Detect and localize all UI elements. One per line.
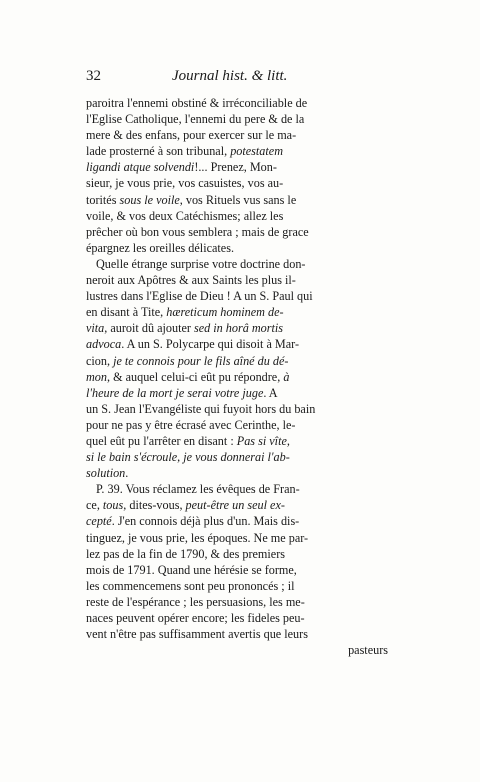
text-line [86,304,388,320]
italic-text: vita [86,321,105,336]
text-line [86,159,388,175]
text-run: prêcher où bon vous semblera ; mais de grace [86,224,309,239]
text-line [86,578,388,594]
text-line [86,353,388,369]
text-run: reste de l'espérance ; les persuasions, les me- [86,594,305,609]
text-line [86,449,388,465]
body-text [86,95,388,658]
text-line [86,369,388,385]
text-line [86,175,388,191]
text-run: torités [86,192,120,207]
catchword: pasteurs [348,643,388,658]
text-run: . A [263,385,278,400]
text-line [86,224,388,240]
text-line [86,626,388,642]
text-run: tinguez, je vous prie, les époques. Ne me par- [86,530,309,545]
text-run: P. 39. Vous réclamez les évêques de Fran- [96,482,300,497]
text-run: un S. Jean l'Evangéliste qui fuyoit hors du bain [86,401,316,416]
page-number: 32 [86,68,101,84]
text-line [86,320,388,336]
text-line [86,401,388,417]
italic-text: mon [86,369,107,384]
text-line [86,530,388,546]
text-line [86,95,388,111]
text-run: en disant à Tite, [86,305,167,320]
text-run: vent n'être pas suffisamment avertis que leurs [86,627,308,642]
text-run: !... Prenez, Mon- [194,160,277,175]
text-line [86,272,388,288]
text-run: mois de 1791. Quand une hérésie se forme, [86,562,297,577]
running-title: Journal hist. & litt. [172,68,288,84]
italic-text: à [283,369,290,384]
paragraph [86,256,388,481]
text-run: Quelle étrange surprise votre doctrine don- [96,256,306,271]
text-line [86,127,388,143]
italic-text: je te connois pour le fils aîné du dé- [113,353,289,368]
italic-text: sed in horâ mortis [193,321,284,336]
text-line [86,111,388,127]
text-run: , vos Rituels vus sans le [179,192,297,207]
text-run: épargnez les oreilles délicates. [86,240,234,255]
text-run: les commencemens sont peu prononcés ; il [86,578,295,593]
italic-text: solution [86,466,126,481]
text-run: naces peuvent opérer encore; les fideles peu- [86,611,305,625]
text-line [86,143,388,159]
italic-text: l'heure de la mort je serai votre juge [86,385,264,400]
text-run: lez pas de la fin de 1790, & des premiers [86,546,285,561]
text-run: quel eût pu l'arrêter en disant : [86,433,237,448]
text-line [86,610,388,626]
text-run: . J'en connois déjà plus d'un. Mais dis- [111,514,300,529]
text-line [86,546,388,562]
text-run: paroitra l'ennemi obstiné & irréconciliable de [86,96,308,110]
text-line [86,208,388,224]
text-run: l'Eglise Catholique, l'ennemi du pere & de la [86,112,305,127]
text-run: ce, [86,498,103,513]
italic-text: Pas si vîte, [236,433,290,448]
text-run: lade prosterné à son tribunal, [86,144,231,159]
book-page [86,68,388,658]
paragraph [86,95,388,256]
text-run: , dites-vous, [123,498,186,513]
italic-text: hæreticum hominem de- [166,305,284,320]
italic-text: ligandi atque solvendi [86,160,195,175]
italic-text: cepté [86,514,112,529]
text-line [86,192,388,208]
italic-text: tous [102,498,124,513]
italic-text: peut-être un seul ex- [185,498,285,513]
text-run: lustres dans l'Eglise de Dieu ! A un S. Paul qui [86,289,313,304]
text-run: pour ne pas y être écrasé avec Cerinthe, le- [86,417,296,432]
text-run: sieur, je vous prie, vos casuistes, vos au- [86,176,284,191]
text-run: , auroit dû ajouter [104,321,194,336]
text-line [86,465,388,481]
text-line [86,497,388,513]
page-header [86,68,388,90]
text-line [86,417,388,433]
text-line [86,336,388,352]
text-run: , & auquel celui-ci eût pu répondre, [107,369,284,384]
text-line [86,256,388,272]
text-line [86,513,388,529]
text-run: . [125,466,129,481]
text-run: neroit aux Apôtres & aux Saints les plus il- [86,273,296,288]
text-line [86,562,388,578]
text-line [86,240,388,256]
text-run: cion, [86,353,114,368]
paragraph [86,481,388,642]
text-line [86,385,388,401]
italic-text: potestatem [230,144,283,159]
text-line [86,288,388,304]
italic-text: si le bain s'écroule, je vous donnerai l'ab- [86,450,290,465]
text-run: mere & des enfans, pour exercer sur le ma- [86,128,297,143]
text-run: . A un S. Polycarpe qui disoit à Mar- [121,337,300,352]
italic-text: sous le voile [119,192,180,207]
text-line [86,433,388,449]
text-line [86,481,388,497]
text-run: voile, & vos deux Catéchismes; allez les [86,208,284,223]
italic-text: advoca [86,337,122,352]
text-line [86,594,388,610]
